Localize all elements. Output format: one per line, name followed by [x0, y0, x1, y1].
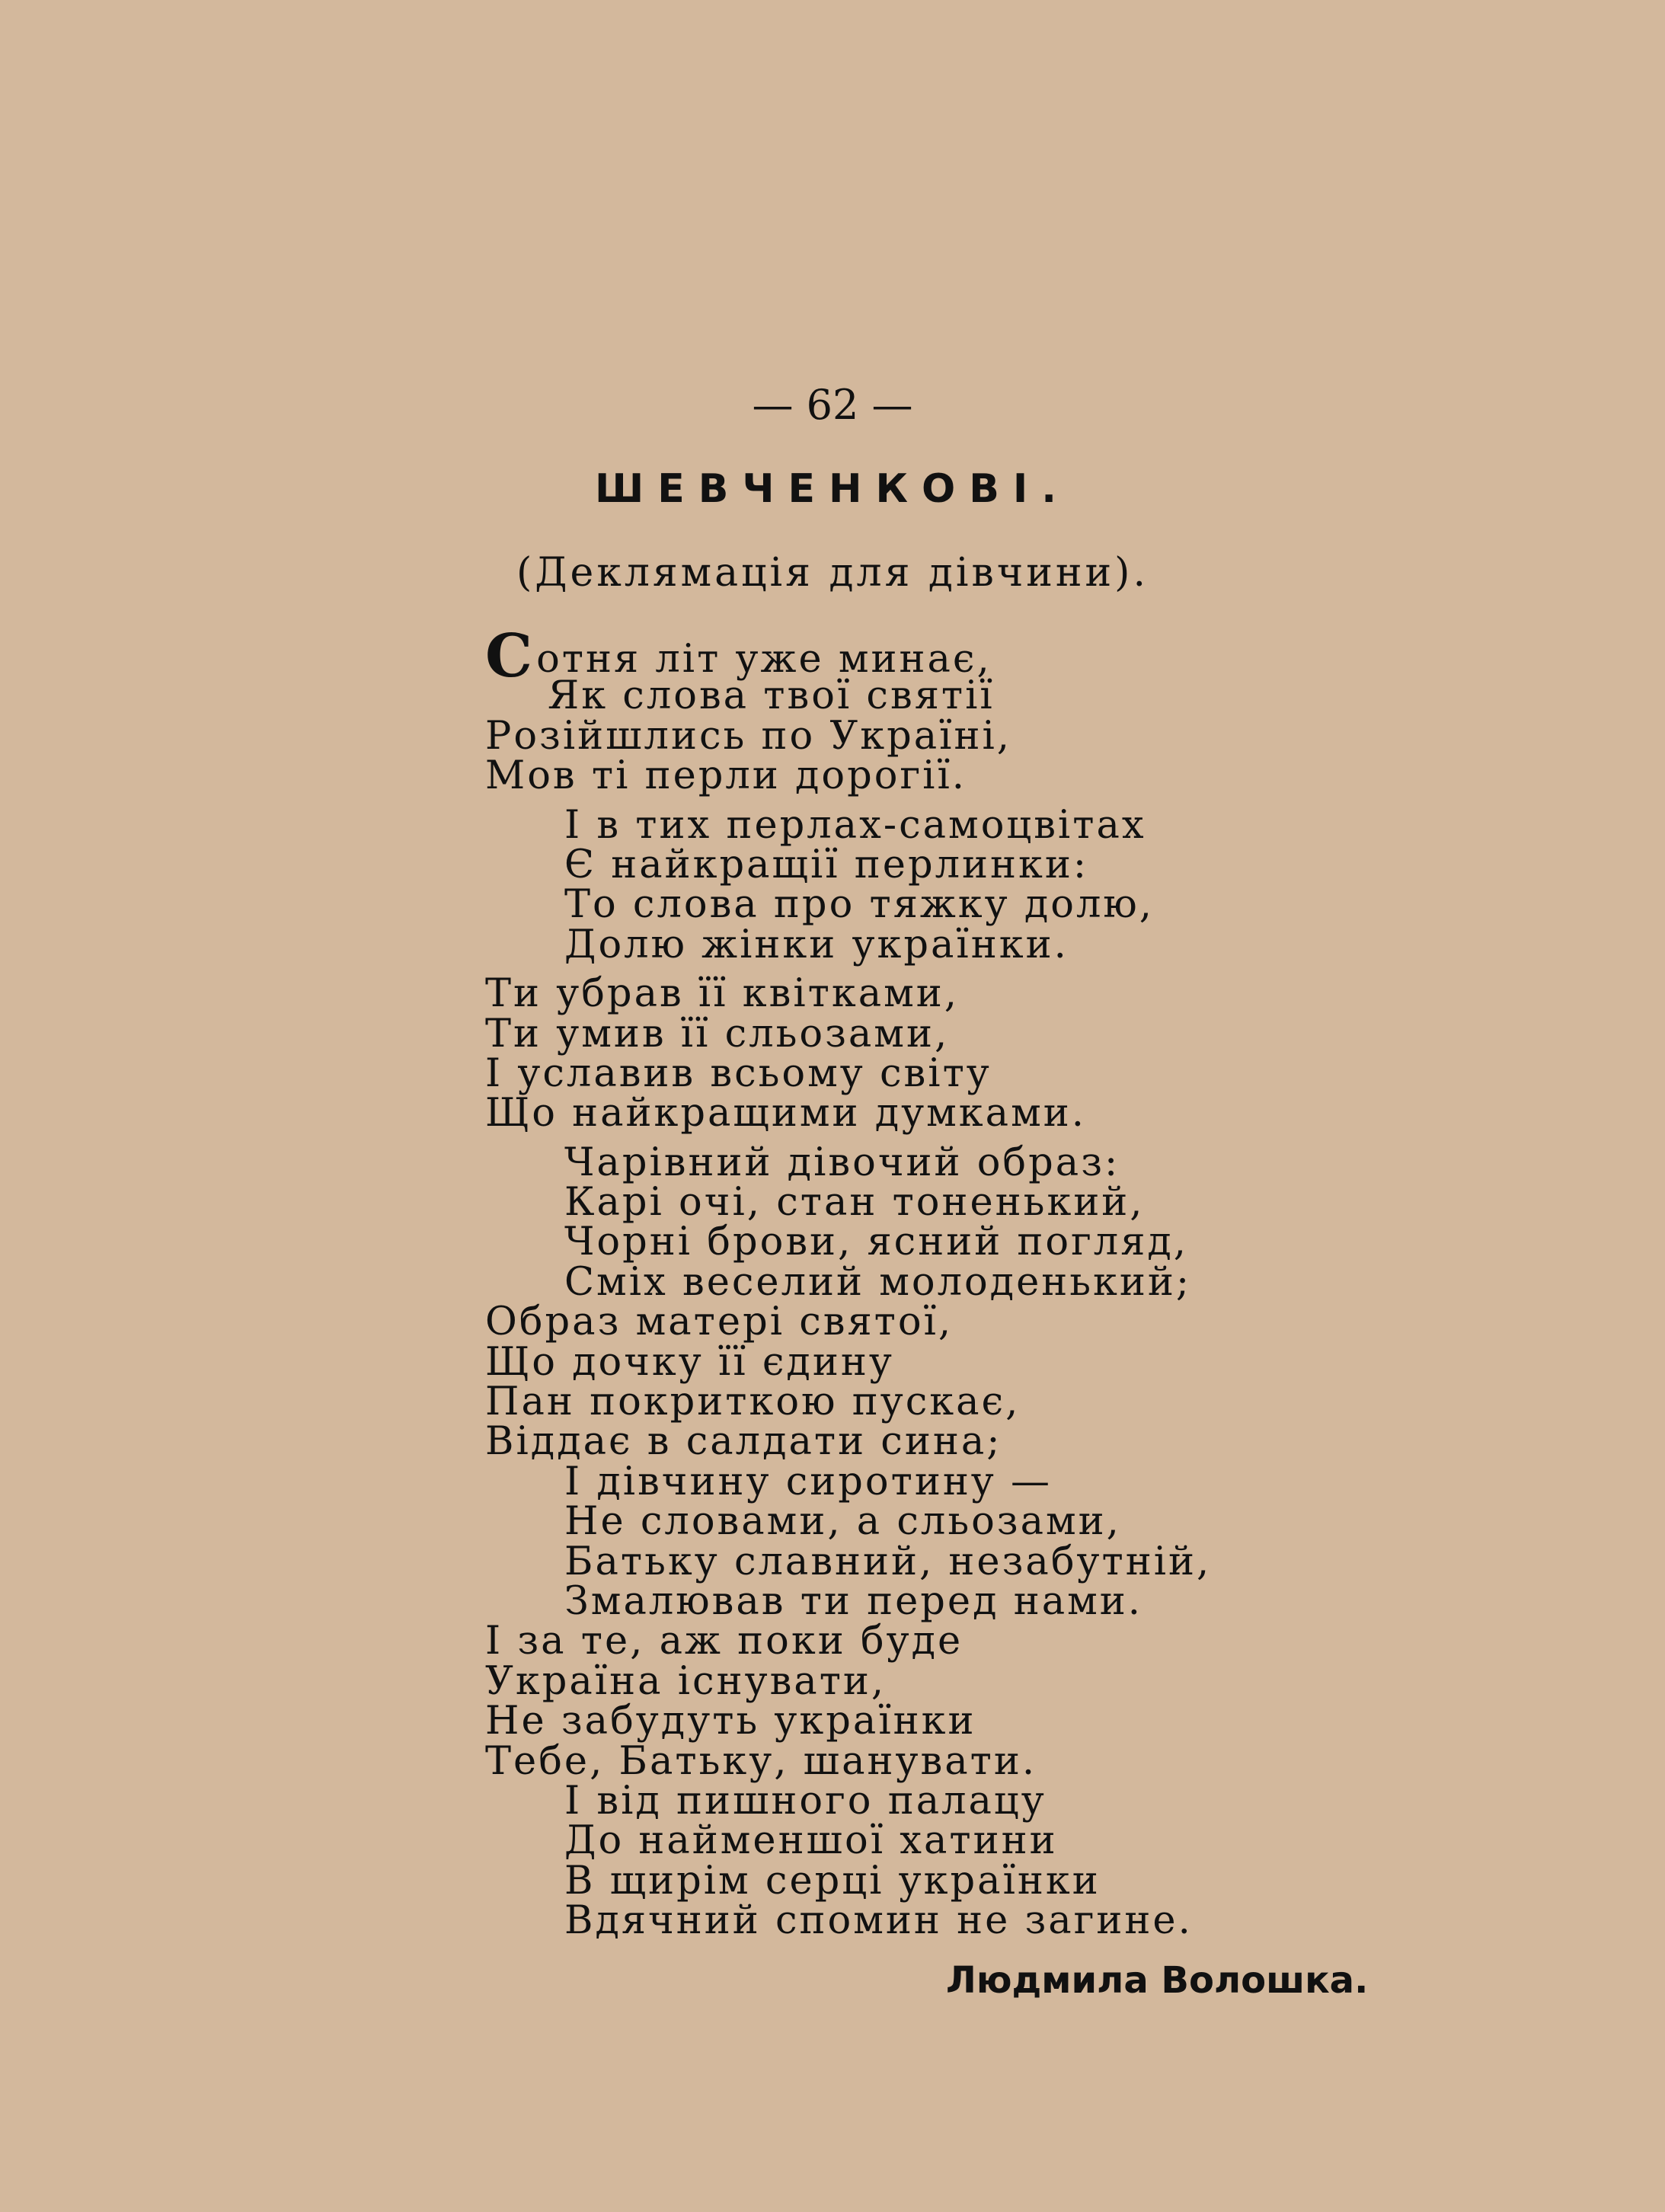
poem-line-14: Карі очі, стан тоненький, — [564, 1180, 1145, 1226]
poem-line-19: Пан покриткою пускає, — [485, 1379, 1021, 1425]
poem-line-25: І за те, аж поки буде — [485, 1619, 964, 1664]
poem-body — [485, 622, 1552, 1944]
poem-line-3: Розійшлись по Україні, — [485, 713, 1011, 759]
poem-line-26: Україна існувати, — [485, 1658, 887, 1704]
drop-cap: С — [485, 622, 535, 691]
poem-line-12: Що найкращими думками. — [485, 1091, 1086, 1136]
poem-line-13: Чарівний дівочий образ: — [564, 1140, 1120, 1185]
poem-subtitle: (Деклямація для дівчини). — [516, 550, 1149, 596]
poem-line-4: Мов ті перли дорогії. — [485, 753, 967, 799]
poem-line-17: Образ матері святої, — [485, 1299, 954, 1345]
poem-line-18: Що дочку її єдину — [485, 1339, 894, 1385]
poem-line-22: Не словами, а сльозами, — [564, 1499, 1121, 1545]
poem-line-5: І в тих перлах-самоцвітах — [564, 802, 1146, 848]
poem-line-10: Ти умив її сльозами, — [485, 1011, 950, 1056]
poem-line-30: До найменшої хатини — [564, 1818, 1058, 1864]
poem-line-15: Чорні брови, ясний погляд, — [564, 1219, 1188, 1265]
poem-line-32: Вдячний спомин не загине. — [564, 1898, 1193, 1944]
poem-line-1 — [485, 622, 1552, 691]
poem-line-11: І уславив всьому світу — [485, 1050, 992, 1096]
poem-author: Людмила Волошка. — [946, 1959, 1369, 2002]
poem-line-21: І дівчину сиротину — — [564, 1459, 1053, 1504]
poem-line-24: Змалював ти перед нами. — [564, 1578, 1142, 1624]
poem-line-28: Тебе, Батьку, шанувати. — [485, 1738, 1037, 1784]
poem-line-text: отня літ уже минає, — [536, 637, 992, 682]
poem-line-6: Є найкращії перлинки: — [564, 842, 1089, 887]
poem-line-2: Як слова твої святії — [548, 673, 995, 719]
poem-line-20: Віддає в салдати сина; — [485, 1419, 1002, 1465]
poem-title: ШЕВЧЕНКОВІ. — [595, 466, 1070, 512]
poem-line-9: Ти убрав її квітками, — [485, 971, 960, 1017]
poem-line-31: В щирім серці українки — [564, 1858, 1101, 1904]
poem-line-8: Долю жінки українки. — [564, 922, 1069, 967]
poem-line-29: І від пишного палацу — [564, 1778, 1047, 1824]
poem-line-23: Батьку славний, незабутній, — [564, 1539, 1212, 1584]
poem-line-16: Сміх веселий молоденький; — [564, 1259, 1192, 1305]
poem-line-27: Не забудуть українки — [485, 1699, 976, 1744]
page-number: — 62 — — [752, 381, 913, 429]
poem-line-7: То слова про тяжку долю, — [564, 882, 1154, 928]
